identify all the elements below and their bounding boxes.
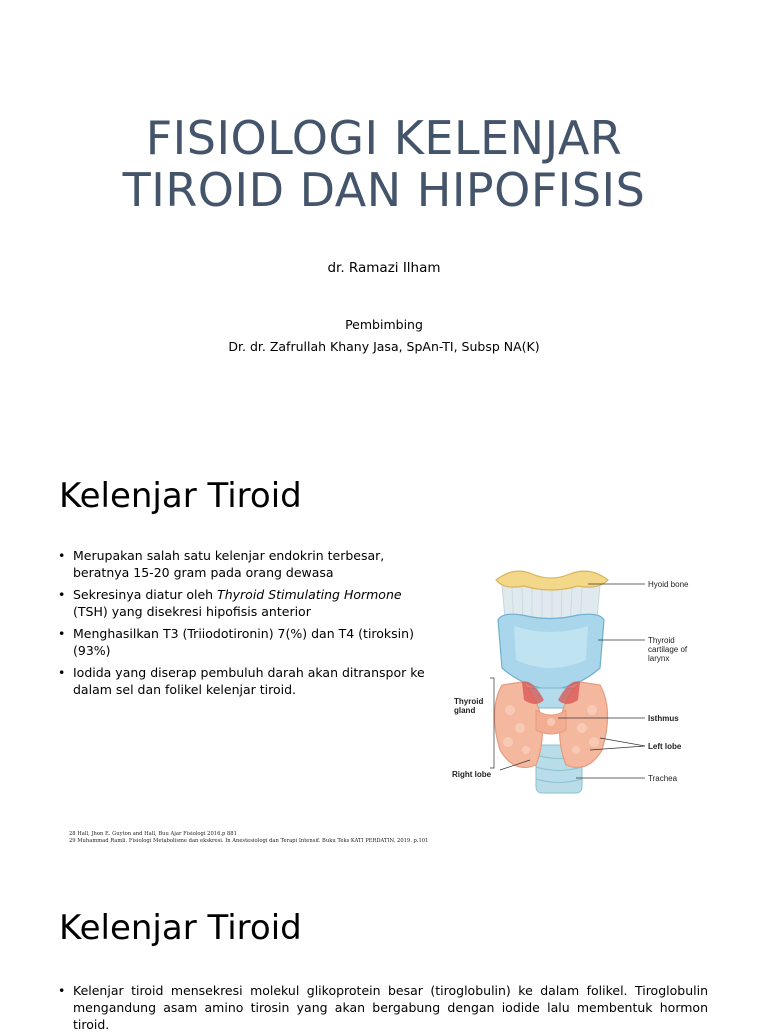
bullet-text-pre: Sekresinya diatur oleh (73, 587, 218, 602)
bullet-item (58, 587, 428, 620)
slide-title (0, 112, 768, 216)
references (69, 831, 428, 844)
reference-item: 29 Muhammad Ramli. Fisiologi Metabolisme dan ekskresi. In Anestesiologi dan Terapi Intensif. Buku Teks KATI PERDATIN. 2019. p.101 (69, 837, 429, 844)
label-trachea: Trachea (648, 774, 678, 783)
thyroid-illustration (440, 560, 700, 795)
label-thyroid-cartilage (648, 636, 687, 663)
label-thyroid-cartilage-line3: larynx (648, 654, 670, 663)
thyroid-anatomy-figure (440, 560, 700, 795)
label-thyroid-cartilage-line2: cartilage of (648, 645, 688, 654)
label-isthmus: Isthmus (648, 714, 679, 723)
slide-title-line-1: FISIOLOGI KELENJAR (145, 111, 623, 165)
slide-title-line-2: TIROID DAN HIPOFISIS (122, 163, 646, 217)
label-thyroid-gland-line2: gland (454, 706, 476, 715)
supervisor-name: Dr. dr. Zafrullah Khany Jasa, SpAn-TI, Subsp NA(K) (228, 339, 540, 354)
bullet-item (58, 626, 428, 659)
label-thyroid-gland-line1: Thyroid (454, 697, 484, 706)
reference-item: 28 Hall, Jhon E. Guyton and Hall, Buu Ajar Fisiologi 2016.p 881 (69, 831, 237, 837)
section-title-kelenjar-tiroid: Kelenjar Tiroid (59, 476, 302, 516)
label-thyroid-gland (454, 697, 483, 715)
label-thyroid-cartilage-line1: Thyroid (648, 636, 675, 645)
bullet-list (58, 548, 428, 704)
bullet-text: Menghasilkan T3 (Triiodotironin) 7(%) dan T4 (tiroksin) (93%) (73, 626, 414, 658)
label-hyoid-bone: Hyoid bone (648, 580, 689, 589)
bullet-item (58, 665, 428, 698)
supervisor-label: Pembimbing (345, 317, 423, 332)
bullet-text: Merupakan salah satu kelenjar endokrin terbesar, beratnya 15-20 gram pada orang dewasa (73, 548, 385, 580)
bullet-text-post: (TSH) yang disekresi hipofisis anterior (73, 603, 311, 619)
bullet-text-italic: Thyroid Stimulating Hormone (217, 587, 402, 602)
section-title-kelenjar-tiroid-2: Kelenjar Tiroid (59, 908, 302, 948)
bullet-list (58, 982, 708, 1033)
label-left-lobe: Left lobe (648, 742, 682, 751)
bullet-text: Iodida yang diserap pembuluh darah akan ditranspor ke dalam sel dan folikel kelenjar tiroid. (73, 665, 425, 697)
bullet-item: • Kelenjar tiroid mensekresi molekul glikoprotein besar (tiroglobulin) ke dalam folikel. Tiroglobulin mengandung asam amino tirosin yang akan bergabung dengan iodide lalu membentuk hormon tiroid. (58, 982, 708, 1033)
hyoid-bone-shape (496, 571, 608, 590)
bullet-item (58, 548, 428, 581)
label-right-lobe: Right lobe (452, 770, 492, 779)
author-name: dr. Ramazi Ilham (327, 260, 441, 276)
